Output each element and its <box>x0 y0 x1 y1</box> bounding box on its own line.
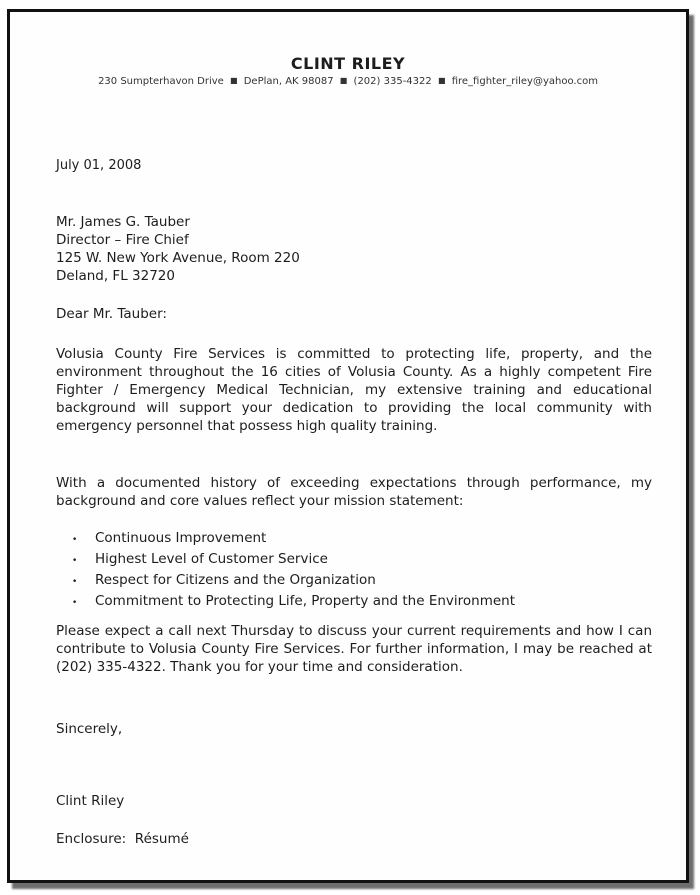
closing: Sincerely, <box>56 721 123 737</box>
bullet-icon: • <box>72 598 78 608</box>
recipient-city: Deland, FL 32720 <box>56 268 175 284</box>
body-paragraph-1: Volusia County Fire Services is committed to protecting life, property, and the environment throughout the 16 cities of Volusia County. As a highly competent Fire Fighter / Emergency Medical Technician, my extensive training and educational background will support your dedication to providing the local community with emergency personnel that possess high quality training. <box>56 346 652 434</box>
list-item: • Respect for Citizens and the Organization <box>72 571 515 592</box>
list-item: • Highest Level of Customer Service <box>72 550 515 571</box>
document-frame <box>7 9 689 883</box>
separator-square-icon: ■ <box>437 76 446 85</box>
sender-email: fire_fighter_riley@yahoo.com <box>451 76 598 87</box>
contact-line <box>10 76 686 87</box>
bullet-icon: • <box>72 577 78 587</box>
bullet-icon: • <box>72 535 78 545</box>
signer-name: Clint Riley <box>56 793 125 809</box>
recipient-name: Mr. James G. Tauber <box>56 214 190 230</box>
sender-address: 230 Sumpterhavon Drive <box>98 76 224 87</box>
bullet-icon: • <box>72 556 78 566</box>
salutation: Dear Mr. Tauber: <box>56 306 167 322</box>
body-paragraph-2: With a documented history of exceeding expectations through performance, my background and core values reflect your mission statement: <box>56 475 652 509</box>
sender-city: DePlan, AK 98087 <box>243 76 334 87</box>
recipient-address-block <box>56 213 300 285</box>
list-item: • Continuous Improvement <box>72 529 515 550</box>
body-paragraph-3: Please expect a call next Thursday to discuss your current requirements and how I can contribute to Volusia County Fire Services. For further information, I may be reached at (202) 335-4322. Thank you for your time and consideration. <box>56 623 652 675</box>
recipient-title: Director – Fire Chief <box>56 232 189 248</box>
separator-square-icon: ■ <box>229 76 238 85</box>
letter-date: July 01, 2008 <box>56 158 142 173</box>
core-values-list <box>72 529 515 613</box>
sender-name: CLINT RILEY <box>290 54 406 73</box>
letter-page <box>10 12 686 880</box>
list-item: • Commitment to Protecting Life, Property and the Environment <box>72 592 515 613</box>
recipient-street: 125 W. New York Avenue, Room 220 <box>56 250 300 266</box>
separator-square-icon: ■ <box>339 76 348 85</box>
enclosure-line: Enclosure: Résumé <box>56 831 189 847</box>
sender-phone: (202) 335-4322 <box>353 76 432 87</box>
